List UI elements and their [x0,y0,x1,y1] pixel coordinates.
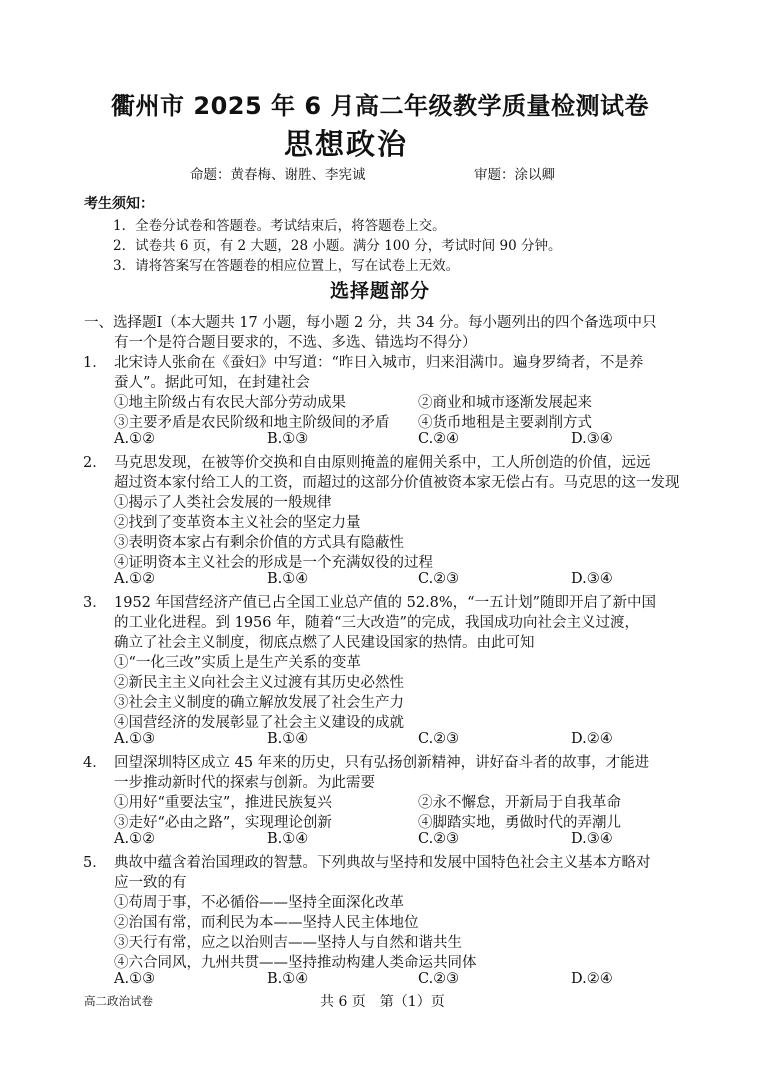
authors: 命题：黄春梅、谢胜、李宪诚 [190,167,366,183]
subject-title: 思想政治 [284,127,409,161]
answer-option: B.①④ [267,971,309,987]
statement: ②找到了变革资本主义社会的坚定力量 [114,515,361,531]
statement: ④证明资本主义社会的形成是一个充满奴役的过程 [114,555,433,571]
statement: ④脚踏实地，勇做时代的弄潮儿 [418,815,621,831]
notice-item: 3．请将答案写在答题卷的相应位置上，写在试卷上无效。 [113,258,460,274]
statement: ①地主阶级占有农民大部分劳动成果 [114,395,346,411]
statement: ②商业和城市逐渐发展起来 [418,395,592,411]
question-stem: 1952 年国营经济产值已占全国工业总产值的 52.8%，“一五计划”随即开启了新中国 [114,595,657,611]
notice-item: 1．全卷分试卷和答题卷。考试结束后，将答题卷上交。 [113,218,446,234]
question-number: 3． [83,595,107,611]
notice-title: 考生须知： [84,196,154,212]
statement: ③表明资本家占有剩余价值的方式具有隐蔽性 [114,535,404,551]
answer-option: B.①④ [267,571,309,587]
answer-option: C.②③ [418,571,460,587]
question-stem: 典故中蕴含着治国理政的智慧。下列典故与坚持和发展中国特色社会主义基本方略对 [114,855,651,871]
answer-option: C.②④ [418,431,460,447]
statement: ③主要矛盾是农民阶级和地主阶级间的矛盾 [114,415,390,431]
statement: ①苟周于事，不必循俗——坚持全面深化改革 [114,895,404,911]
statement: ④货币地租是主要剥削方式 [418,415,592,431]
question-stem: 蚕人”。据此可知，在封建社会 [114,375,310,391]
answer-option: D.③④ [571,431,613,447]
statement: ④国营经济的发展彰显了社会主义建设的成就 [114,715,404,731]
section-intro: 有一个是符合题目要求的，不选、多选、错选均不得分） [114,335,477,351]
statement: ②新民主主义向社会主义过渡有其历史必然性 [114,675,404,691]
answer-option: B.①④ [267,731,309,747]
answer-option: C.②③ [418,971,460,987]
statement: ①用好“重要法宝”，推进民族复兴 [114,795,332,811]
answer-option: A.①③ [114,971,156,987]
answer-option: D.②④ [571,731,613,747]
statement: ③走好“必由之路”，实现理论创新 [114,815,332,831]
question-stem: 回望深圳特区成立 45 年来的历史，只有弘扬创新精神，讲好奋斗者的故事，才能进 [114,755,650,771]
page-number: 共 6 页 第（1）页 [320,994,445,1010]
answer-option: C.②③ [418,731,460,747]
section-title: 选择题部分 [329,280,430,302]
question-number: 4． [83,755,107,771]
answer-option: C.②③ [418,831,460,847]
question-stem: 一步推动新时代的探索与创新。为此需要 [114,775,375,791]
question-stem: 马克思发现，在被等价交换和自由原则掩盖的雇佣关系中，工人所创造的价值，远远 [114,455,651,471]
answer-option: D.③④ [571,831,613,847]
reviewer: 审题：涂以卿 [474,167,555,183]
question-stem: 应一致的有 [114,875,187,891]
question-stem: 北宋诗人张俞在《蚕妇》中写道：“昨日入城市，归来泪满巾。遍身罗绮者，不是养 [114,355,644,371]
exam-title: 衢州市 2025 年 6 月高二年级教学质量检测试卷 [111,92,649,120]
answer-option: D.②④ [571,971,613,987]
statement: ①揭示了人类社会发展的一般规律 [114,495,332,511]
question-number: 5． [83,855,107,871]
notice-item: 2．试卷共 6 页，有 2 大题，28 小题。满分 100 分，考试时间 90 分钟。 [113,238,562,254]
answer-option: B.①④ [267,831,309,847]
answer-option: A.①② [114,831,156,847]
question-stem: 超过资本家付给工人的工资，而超过的这部分价值被资本家无偿占有。马克思的这一发现 [114,475,680,491]
statement: ①“一化三改”实质上是生产关系的变革 [114,655,361,671]
statement: ②永不懈怠，开新局于自我革命 [418,795,621,811]
question-number: 1． [83,355,107,371]
section-intro: 一、选择题Ⅰ（本大题共 17 小题，每小题 2 分，共 34 分。每小题列出的四个备选项中只 [84,315,657,331]
answer-option: B.①③ [267,431,309,447]
question-number: 2． [83,455,107,471]
statement: ③社会主义制度的确立解放发展了社会生产力 [114,695,404,711]
answer-option: A.①② [114,571,156,587]
question-stem: 的工业化进程。到 1956 年，随着“三大改造”的完成，我国成功向社会主义过渡， [114,615,639,631]
answer-option: A.①② [114,431,156,447]
footer-label: 高二政治试卷 [84,994,153,1008]
answer-option: D.③④ [571,571,613,587]
question-stem: 确立了社会主义制度，彻底点燃了人民建设国家的热情。由此可知 [114,635,535,651]
statement: ②治国有常，而利民为本——坚持人民主体地位 [114,915,419,931]
answer-option: A.①③ [114,731,156,747]
statement: ③天行有常，应之以治则吉——坚持人与自然和谐共生 [114,935,462,951]
statement: ④六合同风，九州共贯——坚持推动构建人类命运共同体 [114,955,477,971]
